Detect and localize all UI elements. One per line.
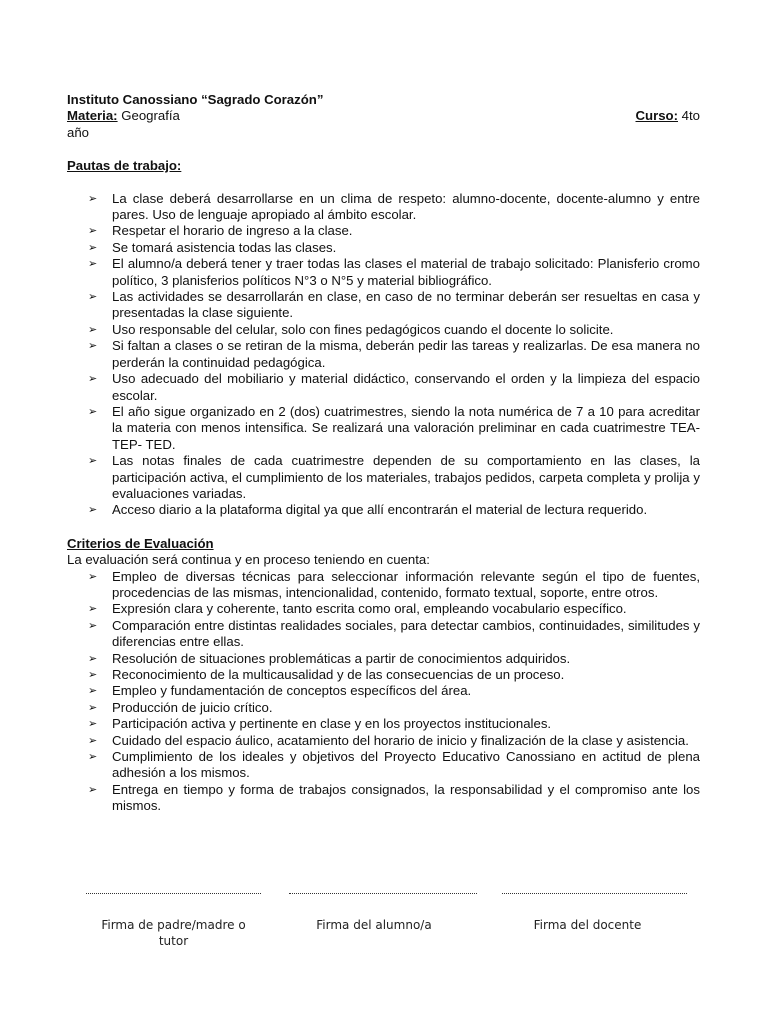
list-item-text: Se tomará asistencia todas las clases.	[112, 239, 337, 255]
arrow-bullet-icon: ➢	[88, 782, 98, 796]
list-item	[67, 191, 700, 224]
arrow-bullet-icon: ➢	[88, 684, 98, 698]
list-item	[67, 569, 700, 602]
arrow-bullet-icon: ➢	[88, 257, 98, 271]
list-item	[67, 322, 700, 338]
signature-teacher	[502, 885, 687, 933]
list-item	[67, 733, 700, 749]
arrow-bullet-icon: ➢	[88, 503, 98, 517]
list-item	[67, 453, 700, 502]
list-item-text: Comparación entre distintas realidades sociales, para detectar cambios, continuidades, similitudes y diferencias entre ellas.	[112, 617, 700, 650]
list-item-text: Expresión clara y coherente, tanto escrita como oral, empleando vocabulario específico.	[112, 601, 627, 617]
pautas-list	[67, 191, 700, 519]
list-item-text: Resolución de situaciones problemáticas a partir de conocimientos adquiridos.	[112, 650, 571, 666]
list-item-text: El año sigue organizado en 2 (dos) cuatrimestres, siendo la nota numérica de 7 a 10 para acreditar la materia con menos intensifica. Se realizará una valoración preliminar en cada cuatrimestre TEA- TEP- TED.	[112, 403, 700, 452]
arrow-bullet-icon: ➢	[88, 372, 98, 386]
course-label: Curso:	[635, 108, 678, 124]
arrow-bullet-icon: ➢	[88, 700, 98, 714]
list-item	[67, 502, 700, 518]
list-item	[67, 223, 700, 239]
arrow-bullet-icon: ➢	[88, 290, 98, 304]
arrow-bullet-icon: ➢	[88, 191, 98, 205]
signature-student	[289, 885, 477, 933]
list-item-text: La clase deberá desarrollarse en un clima de respeto: alumno-docente, docente-alumno y entre pares. Uso de lenguaje apropiado al ámbito escolar.	[112, 190, 700, 223]
list-item	[67, 256, 700, 289]
criterios-list	[67, 569, 700, 815]
institution-name: Instituto Canossiano “Sagrado Corazón”	[67, 92, 324, 107]
criterios-title: Criterios de Evaluación	[67, 535, 214, 551]
list-item-text: Producción de juicio crítico.	[112, 699, 273, 715]
signature-label: Firma del docente	[533, 918, 642, 932]
arrow-bullet-icon: ➢	[88, 454, 98, 468]
list-item	[67, 651, 700, 667]
list-item	[67, 601, 700, 617]
arrow-bullet-icon: ➢	[88, 651, 98, 665]
signature-line	[289, 885, 477, 894]
subject-course-row	[67, 108, 700, 124]
course-value-continued: año	[67, 124, 90, 140]
arrow-bullet-icon: ➢	[88, 404, 98, 418]
list-item	[67, 618, 700, 651]
arrow-bullet-icon: ➢	[88, 750, 98, 764]
signature-label: Firma de padre/madre o tutor	[101, 918, 246, 949]
arrow-bullet-icon: ➢	[88, 569, 98, 583]
arrow-bullet-icon: ➢	[88, 733, 98, 747]
list-item-text: Participación activa y pertinente en clase y en los proyectos institucionales.	[112, 716, 552, 732]
list-item-text: Uso adecuado del mobiliario y material didáctico, conservando el orden y la limpieza del espacio escolar.	[112, 371, 700, 403]
pautas-title: Pautas de trabajo:	[67, 158, 182, 174]
list-item	[67, 338, 700, 371]
subject-value: Geografía	[117, 108, 180, 124]
arrow-bullet-icon: ➢	[88, 602, 98, 616]
list-item-text: Las actividades se desarrollarán en clase, en caso de no terminar deberán ser resueltas en casa y presentadas la clase siguiente.	[112, 289, 700, 321]
list-item-text: Cumplimiento de los ideales y objetivos del Proyecto Educativo Canossiano en actitud de plena adhesión a los mismos.	[112, 749, 700, 781]
list-item	[67, 683, 700, 699]
subject-label: Materia:	[67, 108, 118, 124]
subject-field	[67, 108, 180, 124]
list-item	[67, 716, 700, 732]
list-item	[67, 782, 700, 815]
list-item	[67, 240, 700, 256]
list-item-text: Acceso diario a la plataforma digital ya que allí encontrarán el material de lectura requerido.	[112, 502, 648, 518]
arrow-bullet-icon: ➢	[88, 240, 98, 254]
list-item	[67, 404, 700, 453]
list-item-text: Uso responsable del celular, solo con fines pedagógicos cuando el docente lo solicite.	[112, 321, 614, 337]
list-item-text: Respetar el horario de ingreso a la clase.	[112, 223, 353, 239]
signature-line	[502, 885, 687, 894]
list-item-text: El alumno/a deberá tener y traer todas las clases el material de trabajo solicitado: Planisferio cromo político, 3 planisferios políticos N°3 o N°5 y material bibliográfico.	[112, 256, 700, 288]
list-item-text: Empleo y fundamentación de conceptos específicos del área.	[112, 683, 472, 699]
list-item	[67, 371, 700, 404]
list-item-text: Empleo de diversas técnicas para seleccionar información relevante según el tipo de fuentes, procedencias de las mismas, intencionalidad, contenido, formato textual, soporte, entre otros.	[112, 568, 700, 600]
course-field	[636, 108, 701, 124]
criterios-intro: La evaluación será continua y en proceso teniendo en cuenta:	[67, 552, 430, 568]
arrow-bullet-icon: ➢	[88, 668, 98, 681]
list-item	[67, 749, 700, 782]
list-item-text: Reconocimiento de la multicausalidad y de las consecuencias de un proceso.	[112, 667, 565, 682]
arrow-bullet-icon: ➢	[88, 618, 98, 632]
list-item	[67, 700, 700, 716]
arrow-bullet-icon: ➢	[88, 322, 98, 336]
list-item-text: Entrega en tiempo y forma de trabajos consignados, la responsabilidad y el compromiso ante los mismos.	[112, 781, 700, 814]
document-body	[67, 92, 700, 815]
arrow-bullet-icon: ➢	[88, 717, 98, 731]
list-item-text: Cuidado del espacio áulico, acatamiento del horario de inicio y finalización de la clase y asistencia.	[112, 732, 689, 748]
list-item-text: Si faltan a clases o se retiran de la misma, deberán pedir las tareas y realizarlas. De esa manera no perderán la continuidad pedagógica.	[112, 338, 700, 370]
arrow-bullet-icon: ➢	[88, 224, 98, 238]
list-item	[67, 289, 700, 322]
signature-line	[86, 885, 261, 894]
signature-label: Firma del alumno/a	[316, 918, 432, 932]
course-value: 4to	[678, 108, 700, 124]
list-item	[67, 667, 700, 683]
signature-parent	[86, 885, 261, 950]
arrow-bullet-icon: ➢	[88, 339, 98, 353]
list-item-text: Las notas finales de cada cuatrimestre dependen de su comportamiento en las clases, la participación activa, el cumplimiento de los materiales, trabajos pedidos, carpeta completa y prolija y evaluaciones variadas.	[112, 453, 700, 501]
